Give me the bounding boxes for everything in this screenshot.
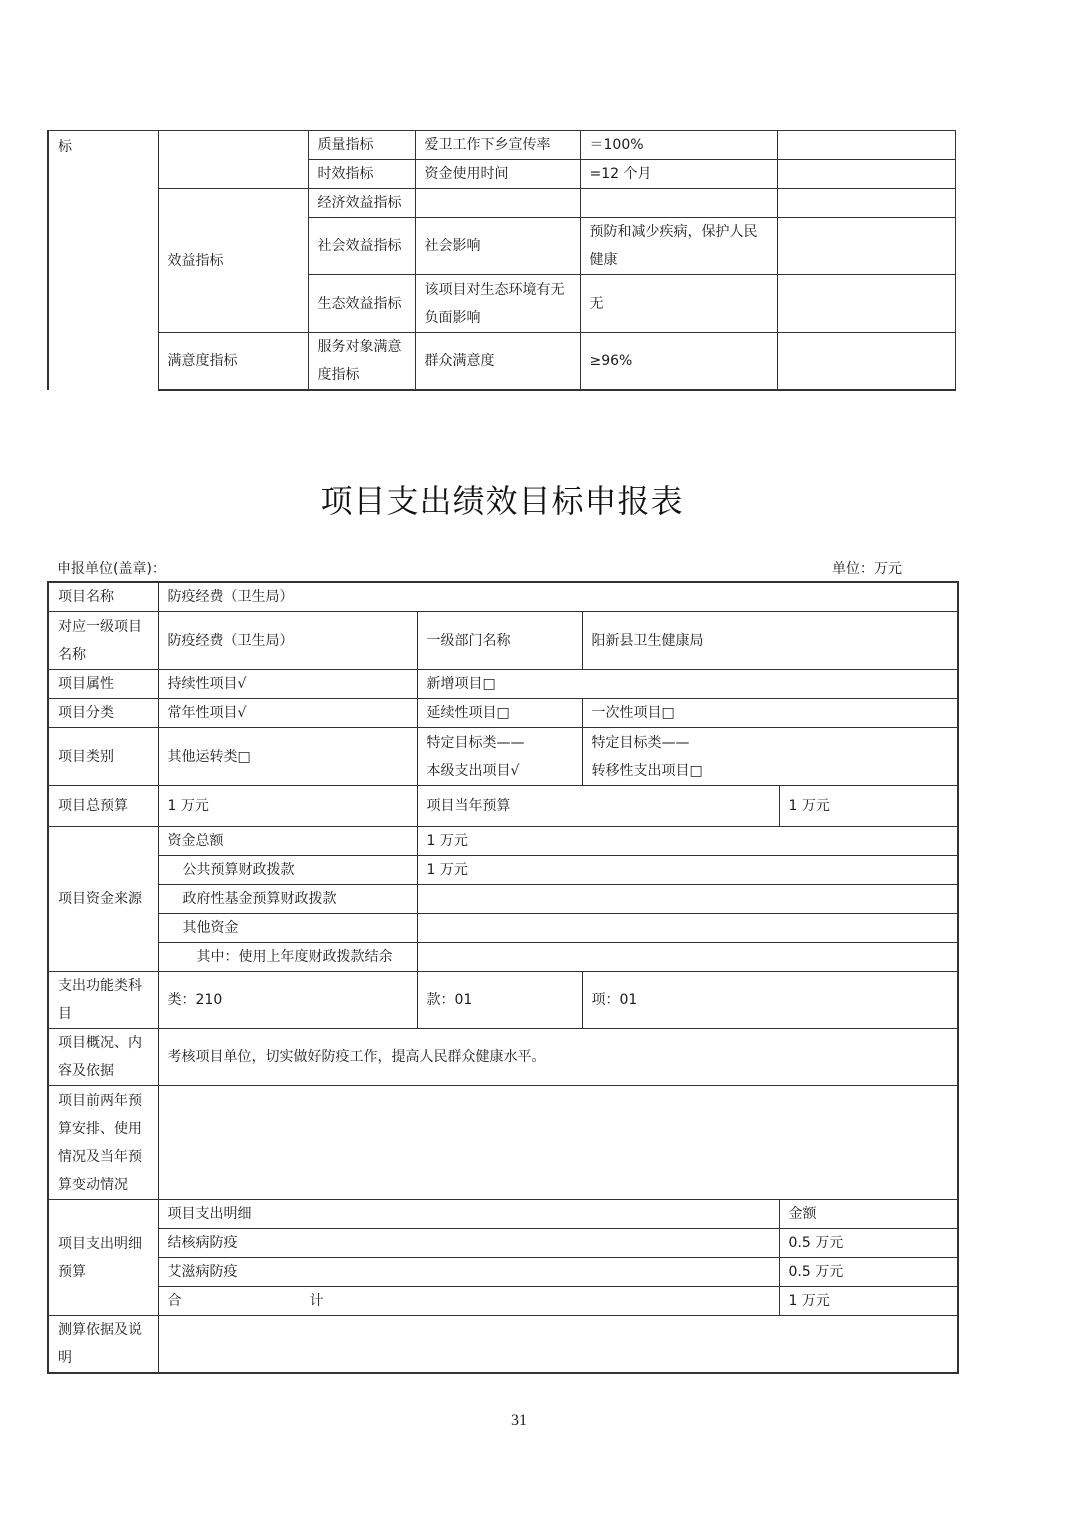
third-level-indicator: 爱卫工作下乡宣传率 [415,131,580,160]
detail-row [48,1229,958,1258]
detail-amount: 0.5 万元 [779,1258,958,1287]
funding-item-label: 公共预算财政拨款 [158,856,417,885]
class-extended: 延续性项目□ [417,699,582,728]
indicator-note [777,131,955,160]
row-parent-project [48,612,958,670]
prior-budget-label: 项目前两年预算安排、使用情况及当年预算变动情况 [48,1086,158,1200]
category-specific-transfer-line2: 转移性支出项目□ [591,762,703,779]
category-specific-transfer-line1: 特定目标类—— [591,734,690,751]
second-level-indicator: 生态效益指标 [308,275,415,333]
row-func-subject [48,972,958,1029]
class-annual: 常年性项目√ [158,699,417,728]
total-budget-label: 项目总预算 [48,786,158,827]
detail-label: 项目支出明细预算 [48,1200,158,1316]
func-subject-label: 支出功能类科目 [48,972,158,1029]
third-level-indicator: 该项目对生态环境有无负面影响 [415,275,580,333]
category-other: 其他运转类□ [158,728,417,786]
indicator-note [777,333,955,391]
category-specific-own-line2: 本级支出项目√ [426,762,520,779]
second-level-indicator: 质量指标 [308,131,415,160]
indicator-note [777,218,955,275]
third-level-indicator: 社会影响 [415,218,580,275]
indicator-note [777,160,955,189]
row-funding [48,914,958,943]
funding-item-value [417,943,958,972]
attr-label: 项目属性 [48,670,158,699]
row-prior-budget [48,1086,958,1200]
first-level-indicator: 效益指标 [158,189,308,333]
category-specific-own-line1: 特定目标类—— [426,734,525,751]
indicator-value: =12 个月 [580,160,777,189]
row-funding [48,827,958,856]
row-detail-header [48,1200,958,1229]
overview-value: 考核项目单位，切实做好防疫工作，提高人民群众健康水平。 [158,1029,958,1086]
first-level-indicator [158,131,308,189]
performance-indicator-table-continued [47,130,956,391]
detail-total-row [48,1287,958,1316]
dept-label: 一级部门名称 [417,612,582,670]
row-funding [48,885,958,914]
funding-item-label: 资金总额 [158,827,417,856]
row-project-category [48,728,958,786]
detail-item: 结核病防疫 [158,1229,779,1258]
basis-label: 测算依据及说明 [48,1316,158,1374]
func-class: 类：210 [158,972,417,1029]
funding-item-value [417,914,958,943]
row-funding [48,943,958,972]
row-budget [48,786,958,827]
class-label: 项目分类 [48,699,158,728]
project-name-label: 项目名称 [48,582,158,612]
row-project-name [48,582,958,612]
funding-item-value [417,885,958,914]
second-level-indicator: 时效指标 [308,160,415,189]
indicator-value: ＝100% [580,131,777,160]
second-level-indicator: 经济效益指标 [308,189,415,218]
third-level-indicator: 资金使用时间 [415,160,580,189]
prior-budget-value [158,1086,958,1200]
indicator-value [580,189,777,218]
detail-amount: 0.5 万元 [779,1229,958,1258]
total-label-part1: 合 [167,1293,182,1309]
row-project-class [48,699,958,728]
parent-project-value: 防疫经费（卫生局） [158,612,417,670]
detail-item: 艾滋病防疫 [158,1258,779,1287]
func-item: 项：01 [582,972,958,1029]
total-label-part2: 计 [309,1293,324,1309]
second-level-indicator: 服务对象满意度指标 [308,333,415,391]
dept-value: 阳新县卫生健康局 [582,612,958,670]
indicator-note [777,275,955,333]
detail-total-label [158,1287,779,1316]
indicator-value: 无 [580,275,777,333]
detail-row [48,1258,958,1287]
row-basis [48,1316,958,1374]
funding-item-label: 政府性基金预算财政拨款 [158,885,417,914]
project-name-value: 防疫经费（卫生局） [158,582,958,612]
func-section: 款：01 [417,972,582,1029]
attr-continuing: 持续性项目√ [158,670,417,699]
total-budget-value: 1 万元 [158,786,417,827]
applicant-label: 申报单位(盖章)： [57,561,166,577]
funding-item-label: 其中：使用上年度财政拨款结余 [158,943,417,972]
indicator-note [777,189,955,218]
funding-item-value: 1 万元 [417,856,958,885]
detail-header-amount: 金额 [779,1200,958,1229]
overview-label: 项目概况、内容及依据 [48,1029,158,1086]
indicator-group-label: 标 [48,131,158,391]
attr-new: 新增项目□ [417,670,958,699]
funding-item-value: 1 万元 [417,827,958,856]
basis-value [158,1316,958,1374]
row-project-attr [48,670,958,699]
indicator-value: ≥96% [580,333,777,391]
detail-header-item: 项目支出明细 [158,1200,779,1229]
row-overview [48,1029,958,1086]
detail-total-amount: 1 万元 [779,1287,958,1316]
unit-label: 单位：万元 [832,561,902,577]
indicator-value: 预防和减少疾病，保护人民健康 [580,218,777,275]
third-level-indicator: 群众满意度 [415,333,580,391]
first-level-indicator: 满意度指标 [158,333,308,391]
year-budget-value: 1 万元 [779,786,958,827]
project-expenditure-form [47,581,959,1374]
page-number: 31 [511,1412,527,1429]
year-budget-label: 项目当年预算 [417,786,779,827]
page-title: 项目支出绩效目标申报表 [320,482,684,520]
parent-project-label: 对应一级项目名称 [48,612,158,670]
category-specific-transfer [582,728,958,786]
second-level-indicator: 社会效益指标 [308,218,415,275]
row-funding [48,856,958,885]
third-level-indicator [415,189,580,218]
funding-item-label: 其他资金 [158,914,417,943]
funding-label: 项目资金来源 [48,827,158,972]
category-label: 项目类别 [48,728,158,786]
category-specific-own [417,728,582,786]
class-onetime: 一次性项目□ [582,699,958,728]
